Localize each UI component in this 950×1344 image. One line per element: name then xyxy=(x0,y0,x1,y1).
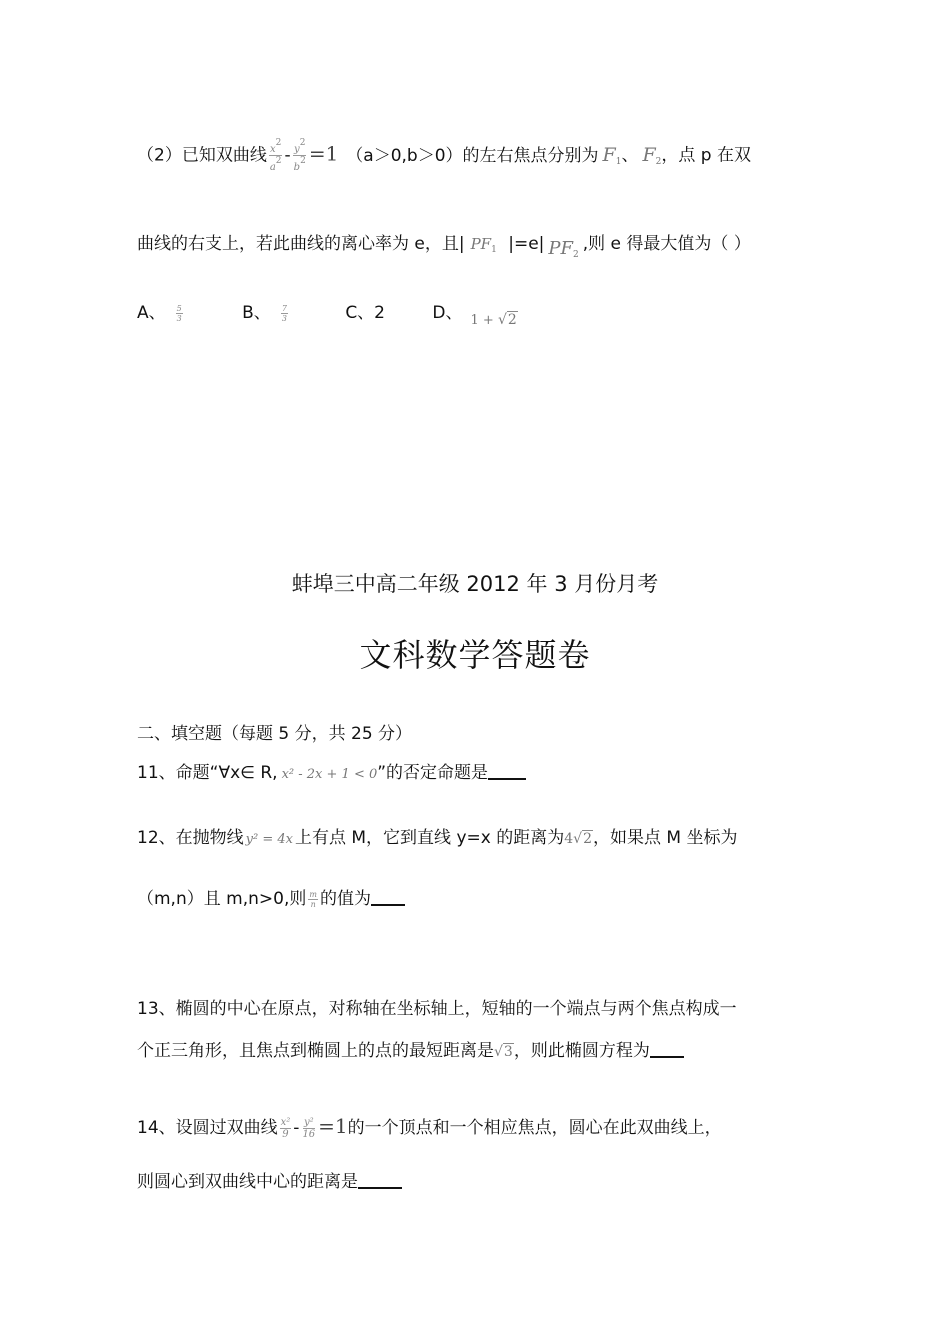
q12-line2-a: （m,n）且 m,n>0,则 xyxy=(137,889,307,909)
q14-line2 xyxy=(137,1170,402,1194)
q14-suffix: 的一个顶点和一个相应焦点，圆心在此双曲线上， xyxy=(347,1118,722,1138)
q11-answer-blank[interactable] xyxy=(488,764,526,780)
section-title: 二、填空题（每题 5 分，共 25 分） xyxy=(137,724,413,744)
q12-line2 xyxy=(137,887,405,911)
q12-prefix: 12、在抛物线 xyxy=(137,828,244,848)
q13-answer-blank[interactable] xyxy=(650,1042,684,1058)
q13-line2 xyxy=(137,1039,684,1064)
q11-suffix: ”的否定命题是 xyxy=(377,763,489,783)
q13-sqrt3: √3 xyxy=(494,1044,513,1060)
exam-header: 蚌埠三中高二年级 2012 年 3 月份月考 xyxy=(291,572,659,596)
q2-line2-c: ,则 e 得最大值为（ ） xyxy=(582,234,751,254)
q14-frac-y-over-16: $\frac{\text{y²}}{16}$ xyxy=(302,1116,316,1140)
q2-line2-b: |=e| xyxy=(502,234,545,254)
q12-suffix: ，如果点 M 坐标为 xyxy=(592,828,738,848)
q14-frac-x-over-9: $\frac{\text{x²}}{9}$ xyxy=(280,1116,291,1140)
q2-separator: 、 xyxy=(621,145,639,166)
q11-line xyxy=(137,761,526,787)
option-b-label: B、 xyxy=(242,303,271,323)
q14-line1 xyxy=(137,1114,722,1140)
q13-line1: 13、椭圆的中心在原点，对称轴在坐标轴上，短轴的一个端点与两个焦点构成一 xyxy=(137,999,737,1019)
q2-options xyxy=(137,301,518,333)
q12-line2-b: 的值为 xyxy=(319,889,371,909)
q12-parabola: y² = 4x xyxy=(245,832,293,847)
q2-minus: - xyxy=(284,145,291,166)
q2-pf1: $PF_1$ xyxy=(470,235,497,255)
q14-minus: - xyxy=(293,1118,300,1138)
q12-frac-m-over-n: $\frac{m}{n}$ xyxy=(309,889,317,909)
option-b-value: $\frac{7}{3}$ xyxy=(281,303,287,323)
q12-distance: 4√2 xyxy=(564,831,592,847)
q2-frac-x-over-a: $\frac{x2}{a2}$ xyxy=(269,138,282,173)
q11-prefix: 11、命题“ xyxy=(137,763,219,783)
q13-line2-a: 个正三角形，且焦点到椭圆上的点的最短距离是 xyxy=(137,1041,494,1061)
option-a-value: $\frac{5}{3}$ xyxy=(176,303,182,323)
option-d-label: D、 xyxy=(432,303,463,323)
q2-frac-y-over-b: $\frac{y2}{b2}$ xyxy=(293,138,306,173)
exam-title: 文科数学答题卷 xyxy=(359,636,591,674)
q14-prefix: 14、设圆过双曲线 xyxy=(137,1118,278,1138)
q13-line2-b: ，则此椭圆方程为 xyxy=(513,1041,650,1061)
q2-suffix: ，点 p 在双 xyxy=(661,145,751,166)
q12-line1 xyxy=(137,826,737,852)
q2-line2 xyxy=(137,232,751,267)
q12-mid: 上有点 M，它到直线 y=x 的距离为 xyxy=(294,828,565,848)
q2-line1 xyxy=(137,138,751,174)
q2-condition: （a＞0,b＞0）的左右焦点分别为 xyxy=(346,145,599,166)
q14-line2: 则圆心到双曲线中心的距离是 xyxy=(137,1172,358,1192)
q12-answer-blank[interactable] xyxy=(371,890,405,906)
q2-focus-f2: $F_2$ xyxy=(642,143,662,167)
option-c: C、2 xyxy=(345,303,385,323)
q2-prefix: （2）已知双曲线 xyxy=(137,145,267,166)
q2-pf2: $PF_2$ xyxy=(548,238,579,260)
q11-expression: x² - 2x + 1 < 0 xyxy=(281,767,378,782)
q11-forall: ∀x∈ R, xyxy=(218,763,278,783)
q2-equals-one: =1 xyxy=(308,141,339,166)
option-d-value: 1 + √2 xyxy=(470,312,517,328)
q14-equals-one: =1 xyxy=(318,1114,348,1138)
option-a-label: A、 xyxy=(137,303,166,323)
q2-line2-a: 曲线的右支上，若此曲线的离心率为 e，且| xyxy=(137,234,465,254)
q14-answer-blank[interactable] xyxy=(358,1173,402,1189)
q2-focus-f1: $F_1$ xyxy=(602,143,622,167)
